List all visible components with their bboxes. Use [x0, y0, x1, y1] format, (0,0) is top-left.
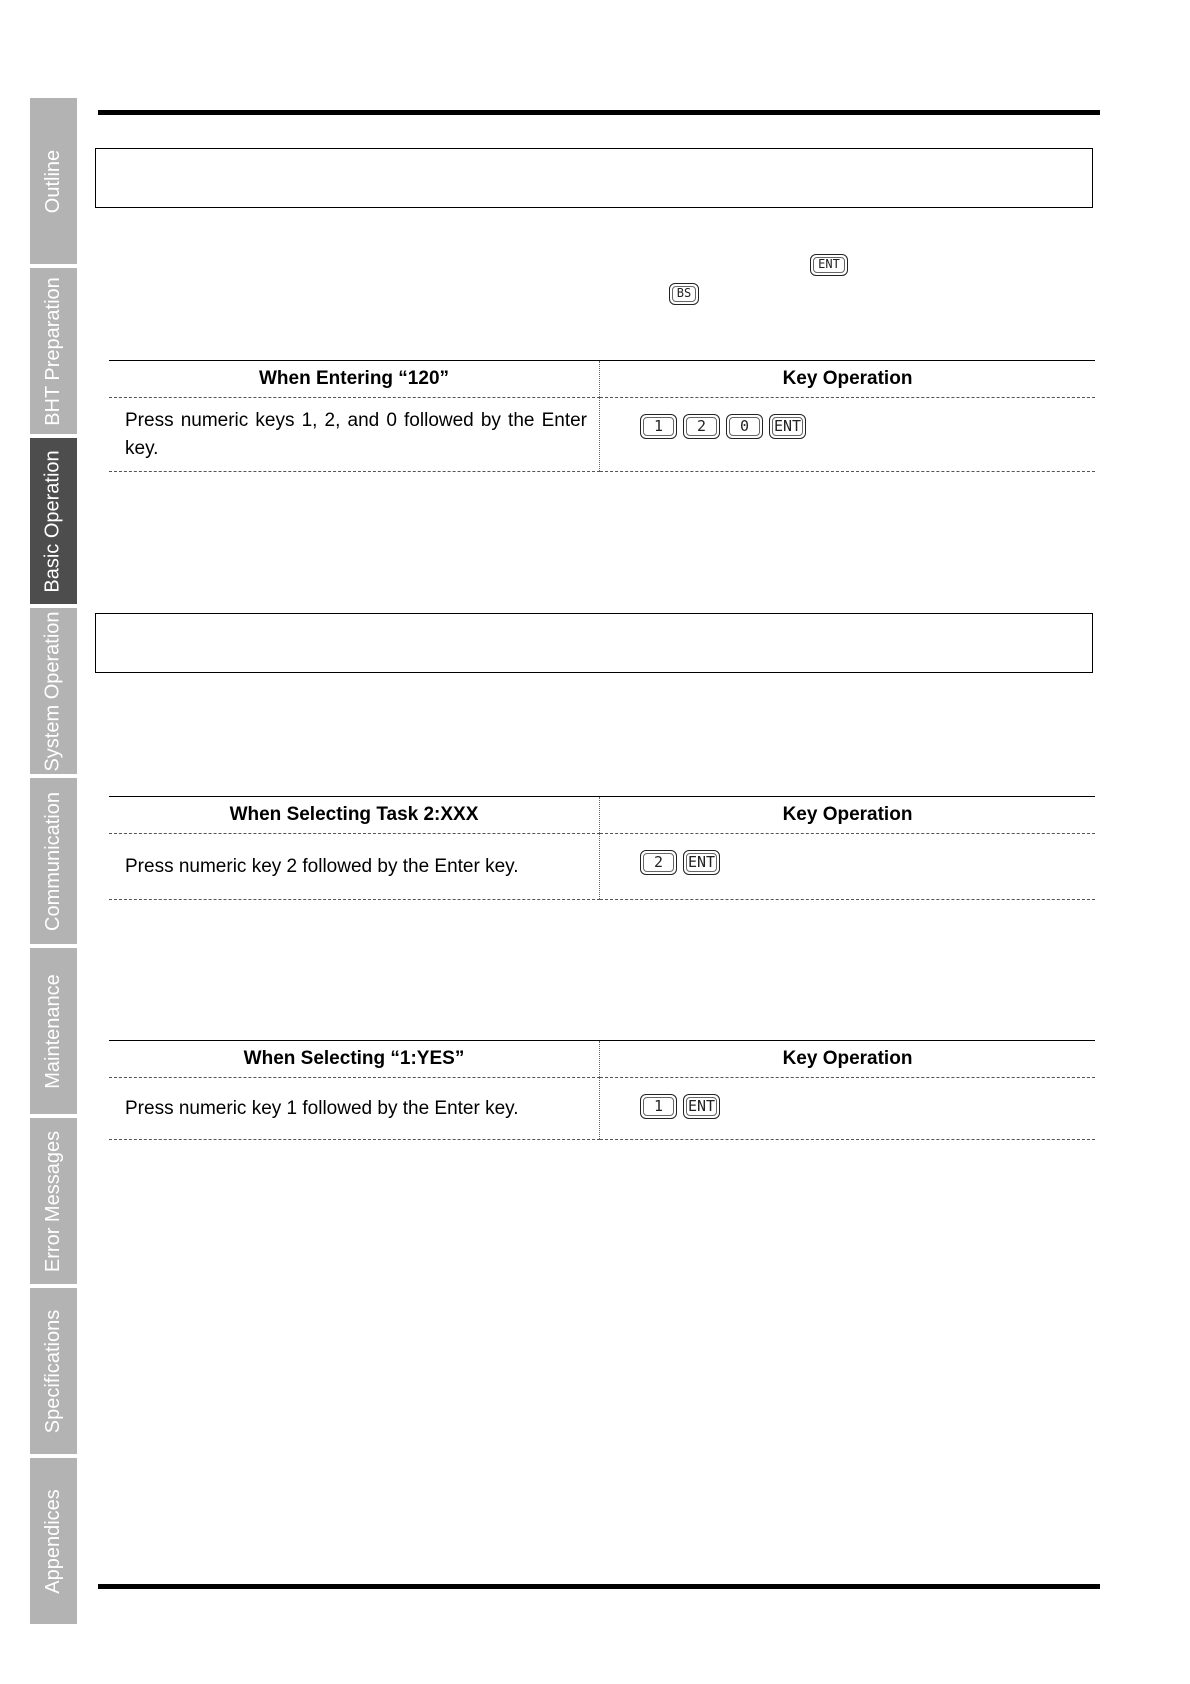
key-operation-table-3	[109, 1040, 1095, 1140]
tab-system-operation[interactable]	[30, 608, 77, 774]
table-header-left: When Entering “120”	[109, 361, 600, 398]
key-operation-table-1	[109, 360, 1095, 472]
table-header-left: When Selecting “1:YES”	[109, 1041, 600, 1078]
table-header-left: When Selecting Task 2:XXX	[109, 797, 600, 834]
tab-label: Basic Operation	[42, 449, 65, 593]
tab-outline[interactable]	[30, 98, 77, 264]
tab-label: Maintenance	[42, 973, 64, 1089]
enter-key-icon: ENT	[683, 1094, 720, 1119]
table-header-right: Key Operation	[600, 1041, 1096, 1078]
key-1-icon: 1	[640, 1094, 677, 1119]
backspace-key-icon: BS	[669, 283, 699, 305]
tab-error-messages[interactable]	[30, 1118, 77, 1284]
header-rule	[98, 110, 1100, 115]
table-description: Press numeric key 1 followed by the Enter key.	[109, 1078, 600, 1140]
key-sequence	[600, 398, 1096, 472]
tab-maintenance[interactable]	[30, 948, 77, 1114]
tab-label: Specifications	[42, 1309, 64, 1433]
enter-key-icon: ENT	[769, 414, 806, 439]
footer-rule	[98, 1584, 1100, 1589]
key-0-icon: 0	[726, 414, 763, 439]
key-1-icon: 1	[640, 414, 677, 439]
tab-label: Outline	[42, 149, 64, 213]
table-header-right: Key Operation	[600, 361, 1096, 398]
key-operation-table-2	[109, 796, 1095, 900]
key-2-icon: 2	[683, 414, 720, 439]
tab-label: System Operation	[42, 610, 65, 772]
key-sequence	[600, 1078, 1096, 1140]
tab-bht-preparation[interactable]	[30, 268, 77, 434]
key-sequence	[600, 834, 1096, 900]
key-2-icon: 2	[640, 850, 677, 875]
tab-communication[interactable]	[30, 778, 77, 944]
tab-basic-operation[interactable]	[30, 438, 77, 604]
tab-label: Communication	[42, 791, 65, 931]
tab-specifications[interactable]	[30, 1288, 77, 1454]
tab-appendices[interactable]	[30, 1458, 77, 1624]
table-description: Press numeric keys 1, 2, and 0 followed by the Enter key.	[109, 398, 600, 472]
enter-key-icon: ENT	[683, 850, 720, 875]
table-description: Press numeric key 2 followed by the Enter key.	[109, 834, 600, 900]
table-header-right: Key Operation	[600, 797, 1096, 834]
tab-label: Error Messages	[42, 1130, 64, 1272]
enter-key-icon: ENT	[810, 254, 848, 276]
tab-label: BHT Preparation	[42, 276, 64, 426]
section-heading-box-2	[95, 613, 1093, 673]
tab-label: Appendices	[42, 1488, 64, 1594]
section-heading-box-1	[95, 148, 1093, 208]
